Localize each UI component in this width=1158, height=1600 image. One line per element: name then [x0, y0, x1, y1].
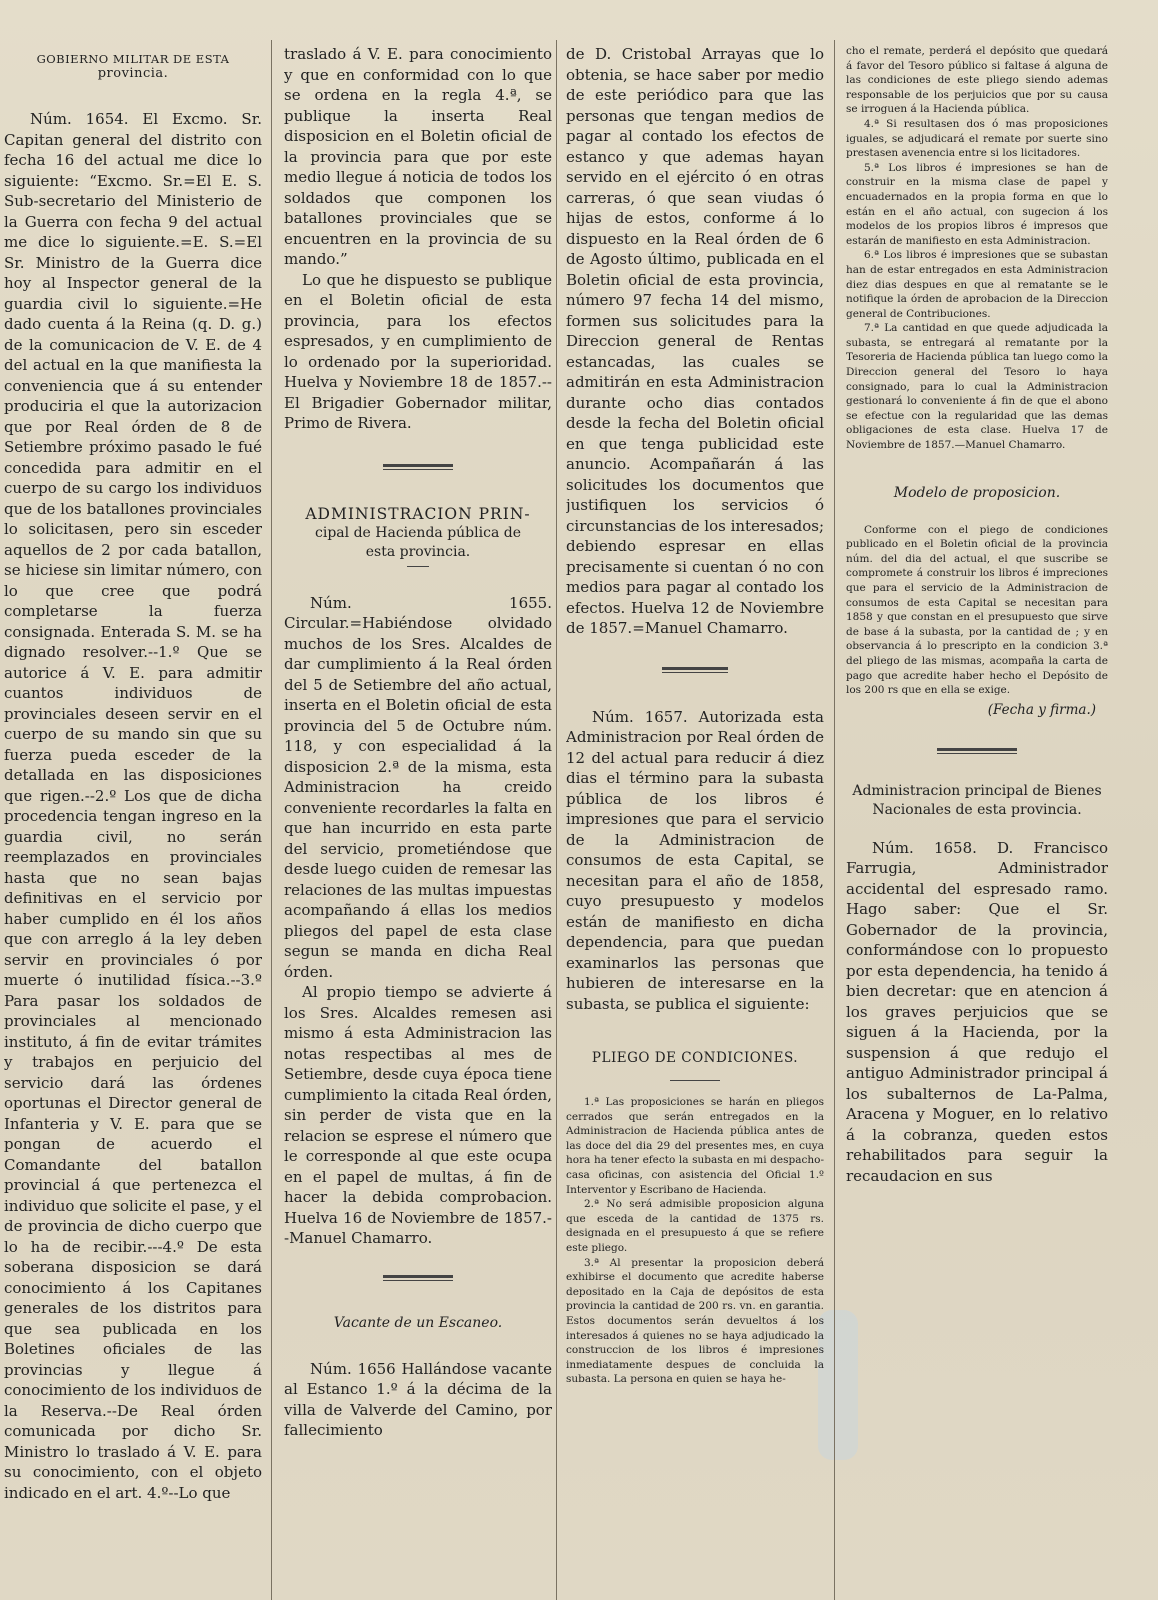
condition-2: 2.ª No será admisible proposicion alguna que esceda de la cantidad de 1375 rs. designada en el presupuesto á que se refiere este pliego.: [566, 1198, 824, 1254]
pliego-title: PLIEGO DE CONDICIONES.: [591, 1050, 799, 1066]
condition-1: 1.ª Las proposiciones se harán en pliegos cerrados que serán entregados en la Administracion de Hacienda pública antes de las doce del dia 29 del presentes mes, en cuya hora ha tener efecto la subasta en mi despacho-casa oficinas, con asistencia del Oficial 1.º Interventor y Escribano de Hacienda.: [566, 1096, 824, 1196]
column-rule: [834, 40, 835, 1600]
condition-3: 3.ª Al presentar la proposicion deberá exhibirse el documento que acredite haberse depositado en la Caja de depósitos de esta provincia la cantidad de 200 rs. vn. en garantia. Estos documentos serán devueltos á los interesados á quienes no se haya adjudicado la construccion de los libros é impresiones inmediatamente despues de concluida la subasta. La persona en quien se haya he-: [566, 1256, 824, 1386]
section-divider: [662, 667, 728, 673]
column-1: [4, 0, 262, 1600]
article-1658: Núm. 1658. D. Francisco Farrugia, Administrador accidental del espresado ramo. Hago saber: Que el Sr. Gobernador de la provincia, conformándose con lo propuesto por esta dependencia, ha tenido á bien decretar: que en atencion á los graves perjuicios que se siguen á la Hacienda, por la suspension á que redujo el antiguo Administrador principal á los subalternos de La-Palma, Aracena y Moguer, en lo relativo á la cobranza, queden estos rehabilitados para seguir la recaudacion en sus: [846, 838, 1108, 1185]
article-1654-continued: traslado á V. E. para conocimiento y que en conformidad con lo que se ordena en la regla 4.ª, se publique la inserta Real disposicion en el Boletin oficial de la provincia para que por este medio llegue á noticia de todos los soldados que componen los batallones provinciales que se encuentren en la provincia de su mando.”: [284, 45, 552, 268]
condition-7: 7.ª La cantidad en que quede adjudicada la subasta, se entregará al rematante por la Tesoreria de Hacienda pública tan luego como la Direccion general del Tesoro lo haya consignado, para lo cual la Administracion gestionará lo conveniente á fin de que el abono se efectue con la regularidad que las demas obligaciones de esta clase. Huelva 17 de Noviembre de 1857.—Manuel Chamarro.: [846, 322, 1108, 452]
heading-dash: [407, 566, 429, 567]
section-heading-administracion: [284, 504, 552, 567]
condition-3-continued: cho el remate, perderá el depósito que quedará á favor del Tesoro público si faltase á alguna de las condiciones de este pliego siendo ademas responsable de los perjuicios que por su causa se irroguen á la Hacienda pública.: [846, 45, 1108, 116]
condition-6: 6.ª Los libros é impresiones que se subastan han de estar entregados en esta Administracion diez dias despues en que al rematante se le notifique la órden de aprobacion de la Direccion general de Contribuciones.: [846, 249, 1108, 320]
article-1656: Núm. 1656 Hallándose vacante al Estanco 1.º á la décima de la villa de Valverde del Camino, por fallecimiento: [284, 1359, 552, 1439]
article-1657: Núm. 1657. Autorizada esta Administracion por Real órden de 12 del actual para reducir á diez dias el término para la subasta pública de los libros é impresiones que para el servicio de la Administracion de consumos de esta Capital, se necesitan para el año de 1858, cuyo presupuesto y modelos están de manifiesto en dicha dependencia, para que puedan examinarlos las personas que hubieren de interesarse en la subasta, se publica el siguiente:: [566, 707, 824, 1013]
column-3: [566, 0, 824, 1600]
section-divider: [383, 464, 453, 470]
article-1655-notice: Al propio tiempo se advierte á los Sres. Alcaldes remesen asi mismo á esta Administracion las notas respectibas al mes de Setiembre, desde cuya época tiene cumplimiento la citada Real órden, sin perder de vista que en la relacion se esprese el número que le corresponde al que este ocupa en el papel de multas, á fin de hacer la debida comprobacion. Huelva 16 de Noviembre de 1857.--Manuel Chamarro.: [284, 983, 552, 1247]
modelo-body: Conforme con el piego de condiciones publicado en el Boletin oficial de la provincia núm. del dia del actual, el que suscribe se compromete á construir los libros é impreciones que para el servicio de la Administracion de consumos de esta Capital se necesitan para 1858 y que constan en el presupuesto que sirve de base á la subasta, por la cantidad de ; y en observancia á lo prescripto en la condicion 3.ª del pliego de las mismas, acompaña la carta de pago que acredite haber hecho el Depósito de los 200 rs que en ella se exige.: [846, 523, 1108, 697]
heading-line: Nacionales de esta provincia.: [872, 801, 1082, 818]
heading-line: cipal de Hacienda pública de: [315, 524, 521, 541]
condition-4: 4.ª Si resultasen dos ó mas proposiciones iguales, se adjudicará el remate por suerte sino prestasen avenencia entre si los licitadores.: [846, 117, 1108, 160]
column-2: [284, 0, 552, 1600]
heading-line: provincia.: [97, 66, 169, 81]
heading-line: esta provincia.: [365, 543, 471, 560]
section-divider: [383, 1275, 453, 1281]
vacante-title: Vacante de un Escaneo.: [333, 1314, 503, 1331]
heading-line: Administracion principal de Bienes: [852, 782, 1102, 799]
section-heading-gobierno: [4, 52, 262, 81]
fecha-firma: (Fecha y firma.): [987, 701, 1096, 718]
heading-dash: [670, 1080, 720, 1081]
article-1655: Núm. 1655. Circular.=Habiéndose olvidado muchos de los Sres. Alcaldes de dar cumplimiento á la Real órden del 5 de Setiembre del año actual, inserta en el Boletin oficial de esta provincia del 5 de Octubre núm. 118, y con especialidad á la disposicion 2.ª de la misma, esta Administracion ha creido conveniente recordarles la falta en que han incurrido en esta parte del servicio, prometiéndose que desde luego cuiden de remesar las relaciones de las multas impuestas acompañando á ellas los medios pliegos del papel de esta clase segun se manda en dicha Real órden.: [284, 593, 552, 981]
column-4: [846, 0, 1108, 1600]
article-1656-continued: de D. Cristobal Arrayas que lo obtenia, se hace saber por medio de este periódico para que las personas que tengan medios de pagar al contado los efectos de estanco y que ademas hayan servido en el ejército ó en otras carreras, ó que sean viudas ó hijas de estos, conforme á lo dispuesto en la Real órden de 6 de Agosto último, publicada en el Boletin oficial de esta provincia, número 97 fecha 14 del mismo, formen sus solicitudes para la Direccion general de Rentas estancadas, las cuales se admitirán en esta Administracion durante ocho dias contados desde la fecha del Boletin oficial en que tenga publicidad este anuncio. Acompañarán á las solicitudes los documentos que justifiquen los servicios ó circunstancias de los interesados; debiendo espresar en ellas precisamente si cuentan ó no con medios para pagar al contado los efectos. Huelva 12 de Noviembre de 1857.=Manuel Chamarro.: [566, 45, 824, 637]
heading-line: GOBIERNO MILITAR DE ESTA: [36, 52, 230, 66]
section-divider: [937, 748, 1017, 754]
heading-line: ADMINISTRACION PRIN-: [305, 504, 531, 523]
article-1654: Núm. 1654. El Excmo. Sr. Capitan general del distrito con fecha 16 del actual me dice lo siguiente: “Excmo. Sr.=El E. S. Sub-secretario del Ministerio de la Guerra con fecha 9 del actual me dice lo siguiente.=E. S.=El Sr. Ministro de la Guerra dice hoy al Inspector general de la guardia civil lo siguiente.=He dado cuenta á la Reina (q. D. g.) de la comunicacion de V. E. de 4 del actual en la que manifiesta la conveniencia que á su entender produciria el que la autorizacion que por Real órden de 8 de Setiembre próximo pasado le fué concedida para admitir en el cuerpo de su cargo los individuos que de los batallones provinciales lo solicitasen, pero sin esceder aquellos de 2 por cada batallon, se hiciese sin limitar número, con lo que cree que podrá completarse la fuerza consignada. Enterada S. M. se ha dignado resolver.--1.º Que se autorice á V. E. para admitir cuantos individuos de provinciales deseen servir en el cuerpo de su mando sin que su fuerza pueda esceder de la detallada en las disposiciones que rigen.--2.º Los que de dicha procedencia tengan ingreso en la guardia civil, no serán reemplazados en provinciales hasta que no sean bajas definitivas en el servicio por haber cumplido en él los años que con arreglo á la ley deben servir en provinciales ó por muerte ó inutilidad física.--3.º Para pasar los soldados de provinciales al mencionado instituto, á fin de evitar trámites y trabajos en perjuicio del servicio dará las órdenes oportunas el Director general de Infanteria y V. E. para que se pongan de acuerdo el Comandante del batallon provincial á que pertenezca el individuo que solicite el pase, y el de provincia de dicho cuerpo que lo ha de recibir.---4.º De esta soberana disposicion se dará conocimiento á los Capitanes generales de los distritos para que sea publicada en los Boletines oficiales de las provincias y llegue á conocimiento de los individuos de la Reserva.--De Real órden comunicada por dicho Sr. Ministro lo traslado á V. E. para su conocimiento, con el objeto indicado en el art. 4.º--Lo que: [4, 110, 262, 1502]
article-1654-closing: Lo que he dispuesto se publique en el Boletin oficial de esta provincia, para los efectos espresados, y en cumplimiento de lo ordenado por la superioridad. Huelva y Noviembre 18 de 1857.--El Brigadier Gobernador militar, Primo de Rivera.: [284, 270, 552, 432]
modelo-title: Modelo de proposicion.: [893, 484, 1061, 501]
condition-5: 5.ª Los libros é impresiones se han de construir en la misma clase de papel y encuadernados en la propia forma en que lo están en el año actual, con sugecion á los modelos de los propios libros é impresos que estarán de manifiesto en esta Administracion.: [846, 161, 1108, 247]
section-heading-bienes: [846, 782, 1108, 820]
column-rule: [556, 40, 557, 1600]
column-rule: [271, 40, 272, 1600]
